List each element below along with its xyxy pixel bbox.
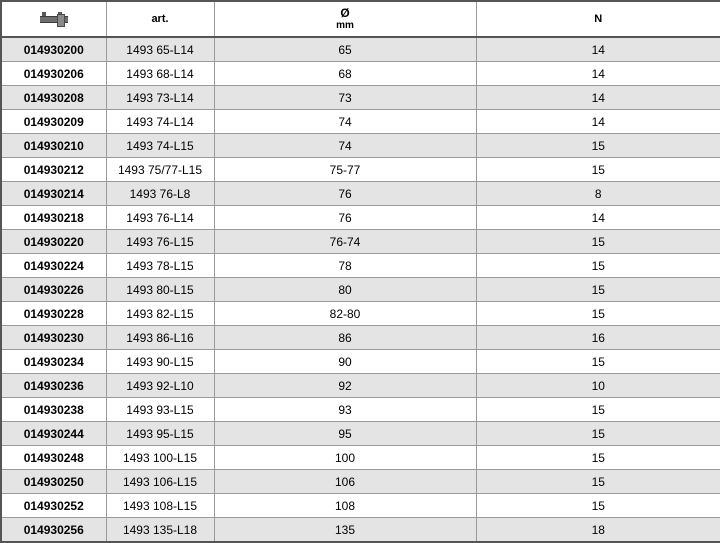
cell-diameter: 65 [214, 37, 476, 62]
cell-n-value: 15 [476, 350, 720, 374]
cell-diameter: 90 [214, 350, 476, 374]
diameter-symbol: Ø [340, 5, 350, 20]
table-row [1, 470, 720, 494]
cell-n-value: 8 [476, 182, 720, 206]
cell-article: 1493 76-L14 [106, 206, 214, 230]
table-row [1, 86, 720, 110]
cell-article: 1493 95-L15 [106, 422, 214, 446]
cell-n-value: 14 [476, 206, 720, 230]
cell-diameter: 100 [214, 446, 476, 470]
cell-n-value: 15 [476, 230, 720, 254]
cell-n-value: 15 [476, 446, 720, 470]
cell-diameter: 76-74 [214, 230, 476, 254]
column-header-code [1, 1, 106, 37]
cell-product-code: 014930248 [1, 446, 106, 470]
cell-n-value: 15 [476, 158, 720, 182]
table-row [1, 158, 720, 182]
column-header-n: N [476, 1, 720, 37]
table-row [1, 182, 720, 206]
cell-diameter: 95 [214, 422, 476, 446]
cell-product-code: 014930210 [1, 134, 106, 158]
cell-n-value: 15 [476, 422, 720, 446]
table-row [1, 350, 720, 374]
table-row [1, 398, 720, 422]
cell-product-code: 014930200 [1, 37, 106, 62]
table-row [1, 278, 720, 302]
cell-product-code: 014930206 [1, 62, 106, 86]
table-row [1, 110, 720, 134]
table-row [1, 134, 720, 158]
cell-diameter: 73 [214, 86, 476, 110]
table-row [1, 254, 720, 278]
table-row [1, 446, 720, 470]
cell-n-value: 18 [476, 518, 720, 543]
cell-article: 1493 135-L18 [106, 518, 214, 543]
column-header-art: art. [106, 1, 214, 37]
cell-diameter: 82-80 [214, 302, 476, 326]
cell-article: 1493 93-L15 [106, 398, 214, 422]
cell-n-value: 15 [476, 494, 720, 518]
cell-diameter: 75-77 [214, 158, 476, 182]
cell-article: 1493 100-L15 [106, 446, 214, 470]
cell-product-code: 014930236 [1, 374, 106, 398]
cell-diameter: 74 [214, 110, 476, 134]
diameter-unit: mm [336, 19, 354, 31]
cell-n-value: 15 [476, 278, 720, 302]
table-row [1, 326, 720, 350]
cell-article: 1493 90-L15 [106, 350, 214, 374]
cell-product-code: 014930218 [1, 206, 106, 230]
cell-product-code: 014930234 [1, 350, 106, 374]
cell-product-code: 014930256 [1, 518, 106, 543]
cell-diameter: 108 [214, 494, 476, 518]
cell-article: 1493 108-L15 [106, 494, 214, 518]
cell-n-value: 14 [476, 62, 720, 86]
cell-product-code: 014930238 [1, 398, 106, 422]
cell-n-value: 15 [476, 302, 720, 326]
table-body [1, 37, 720, 542]
cell-article: 1493 68-L14 [106, 62, 214, 86]
cell-n-value: 15 [476, 398, 720, 422]
cell-product-code: 014930244 [1, 422, 106, 446]
cell-n-value: 14 [476, 37, 720, 62]
cell-article: 1493 106-L15 [106, 470, 214, 494]
column-header-diameter [214, 1, 476, 37]
cell-n-value: 15 [476, 254, 720, 278]
cell-diameter: 106 [214, 470, 476, 494]
cell-article: 1493 76-L8 [106, 182, 214, 206]
cell-n-value: 14 [476, 86, 720, 110]
cell-product-code: 014930220 [1, 230, 106, 254]
cell-n-value: 10 [476, 374, 720, 398]
cell-n-value: 14 [476, 110, 720, 134]
table-row [1, 422, 720, 446]
cell-product-code: 014930226 [1, 278, 106, 302]
cell-diameter: 86 [214, 326, 476, 350]
cell-product-code: 014930212 [1, 158, 106, 182]
cell-product-code: 014930209 [1, 110, 106, 134]
cell-article: 1493 78-L15 [106, 254, 214, 278]
cell-article: 1493 73-L14 [106, 86, 214, 110]
table-row [1, 494, 720, 518]
table-row [1, 302, 720, 326]
cell-article: 1493 74-L14 [106, 110, 214, 134]
cell-n-value: 16 [476, 326, 720, 350]
cell-diameter: 74 [214, 134, 476, 158]
cell-n-value: 15 [476, 470, 720, 494]
caliper-icon [2, 2, 106, 36]
cell-diameter: 93 [214, 398, 476, 422]
table-row [1, 518, 720, 543]
cell-diameter: 92 [214, 374, 476, 398]
cell-article: 1493 74-L15 [106, 134, 214, 158]
table-row [1, 37, 720, 62]
cell-diameter: 78 [214, 254, 476, 278]
cell-article: 1493 86-L16 [106, 326, 214, 350]
cell-product-code: 014930252 [1, 494, 106, 518]
cell-diameter: 76 [214, 182, 476, 206]
cell-article: 1493 75/77-L15 [106, 158, 214, 182]
cell-article: 1493 80-L15 [106, 278, 214, 302]
cell-diameter: 135 [214, 518, 476, 543]
cell-article: 1493 92-L10 [106, 374, 214, 398]
table-row [1, 230, 720, 254]
cell-article: 1493 82-L15 [106, 302, 214, 326]
cell-article: 1493 65-L14 [106, 37, 214, 62]
table-row [1, 374, 720, 398]
cell-product-code: 014930208 [1, 86, 106, 110]
table-header-row [1, 1, 720, 37]
table-row [1, 62, 720, 86]
table-header [1, 1, 720, 37]
cell-diameter: 80 [214, 278, 476, 302]
cell-n-value: 15 [476, 134, 720, 158]
cell-product-code: 014930214 [1, 182, 106, 206]
cell-diameter: 68 [214, 62, 476, 86]
cell-diameter: 76 [214, 206, 476, 230]
table-row [1, 206, 720, 230]
cell-product-code: 014930224 [1, 254, 106, 278]
cell-product-code: 014930250 [1, 470, 106, 494]
cell-product-code: 014930230 [1, 326, 106, 350]
cell-product-code: 014930228 [1, 302, 106, 326]
cell-article: 1493 76-L15 [106, 230, 214, 254]
